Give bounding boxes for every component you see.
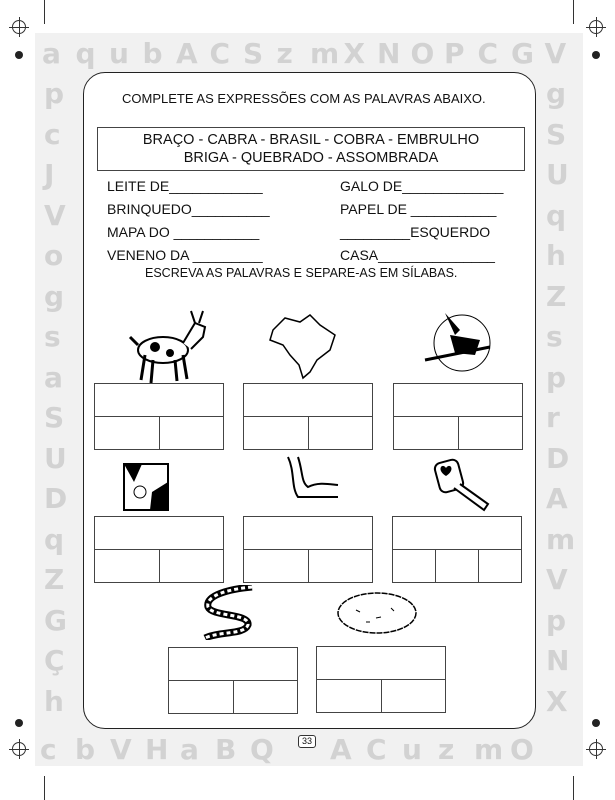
decorative-letter: G	[511, 37, 534, 70]
decorative-letter: C	[209, 37, 231, 70]
decorative-letter: A	[330, 733, 352, 766]
decorative-letter: G	[44, 603, 67, 637]
decorative-letter: g	[44, 279, 65, 313]
decorative-letter: H	[145, 733, 169, 766]
decorative-letter: X	[343, 37, 366, 70]
syllable-box-nest[interactable]	[316, 646, 446, 713]
expression-right: PAPEL DE ___________	[340, 201, 497, 217]
syllable-box-broken[interactable]	[94, 516, 224, 583]
crop-mark	[573, 0, 574, 24]
decorative-letter: m	[474, 733, 504, 766]
registration-mark-icon	[589, 742, 603, 756]
decorative-letter: c	[40, 733, 57, 766]
decorative-letter: m	[310, 37, 340, 70]
expression-right: _________ESQUERDO	[340, 224, 491, 240]
syllable-box-tag[interactable]	[392, 516, 522, 583]
snake-picture	[200, 585, 255, 640]
expression-left: VENENO DA _________	[107, 247, 263, 263]
decorative-letter: b	[75, 733, 96, 766]
decorative-letter: a	[44, 360, 63, 394]
decorative-letter: O	[510, 733, 534, 766]
decorative-letter: B	[215, 733, 237, 766]
decorative-letter: r	[546, 401, 560, 434]
decorative-letter: N	[377, 37, 401, 70]
decorative-letter: q	[75, 37, 96, 70]
expression-right: GALO DE_____________	[340, 178, 504, 194]
brazil-map-picture	[265, 310, 340, 380]
decorative-letter: A	[176, 37, 198, 70]
decorative-letter: u	[109, 37, 129, 70]
word-bank	[97, 127, 525, 171]
nest-picture	[336, 590, 418, 636]
witch-picture	[420, 305, 495, 375]
registration-mark-icon	[12, 20, 26, 34]
registration-mark-icon	[589, 20, 603, 34]
decorative-letter: h	[44, 684, 64, 718]
decorative-letter: A	[546, 482, 568, 515]
crop-mark	[44, 0, 45, 24]
syllable-box-arm[interactable]	[243, 516, 373, 583]
decorative-letter: V	[544, 37, 567, 70]
decorative-letter: U	[44, 441, 67, 475]
decorative-letter: q	[546, 198, 567, 232]
decorative-letter: m	[546, 522, 576, 556]
decorative-letter: p	[44, 77, 65, 110]
decorative-letter: q	[44, 522, 65, 556]
dot-mark-icon	[592, 719, 600, 727]
arm-picture	[283, 452, 343, 510]
dot-mark-icon	[15, 719, 23, 727]
decorative-letter: O	[410, 37, 435, 70]
decorative-letter: Z	[44, 563, 65, 596]
expression-left: LEITE DE____________	[107, 178, 263, 194]
decorative-letter: C	[366, 733, 387, 766]
word-bank-line: BRIGA - QUEBRADO - ASSOMBRADA	[183, 150, 439, 166]
expression-left: BRINQUEDO__________	[107, 201, 270, 217]
page-number: 33	[298, 735, 316, 748]
decorative-letter: V	[110, 733, 132, 766]
decorative-letter: s	[44, 320, 61, 353]
decorative-letter: Z	[546, 279, 567, 313]
expression-left: MAPA DO ___________	[107, 224, 260, 240]
decorative-letter: z	[438, 733, 455, 766]
instruction-complete: COMPLETE AS EXPRESSÕES COM AS PALAVRAS ABAIXO.	[122, 91, 486, 106]
word-bank-line: BRAÇO - CABRA - BRASIL - COBRA - EMBRULHO	[142, 132, 480, 148]
decorative-letter: o	[44, 239, 64, 272]
decorative-letter: V	[546, 563, 568, 596]
decorative-letter: U	[546, 158, 569, 191]
decorative-letter: c	[44, 117, 61, 151]
decorative-letter: N	[546, 644, 570, 677]
expression-right: CASA_______________	[340, 247, 495, 263]
decorative-letter: a	[180, 733, 199, 766]
dot-mark-icon	[15, 51, 23, 59]
decorative-letter: P	[444, 37, 465, 70]
decorative-letter: Q	[250, 733, 274, 766]
decorative-letter: u	[402, 733, 422, 766]
decorative-letter: V	[44, 198, 66, 232]
decorative-letter: J	[44, 158, 55, 191]
decorative-letter: a	[42, 37, 61, 70]
decorative-letter: C	[477, 37, 499, 70]
syllable-box-witch[interactable]	[393, 383, 523, 450]
decorative-letter: D	[546, 441, 570, 475]
goat-picture	[125, 305, 210, 385]
syllable-box-brazil[interactable]	[243, 383, 373, 450]
decorative-letter: p	[546, 360, 567, 394]
decorative-letter: S	[44, 401, 65, 434]
crop-mark	[44, 776, 45, 800]
decorative-letter: S	[243, 37, 264, 70]
crop-mark	[573, 776, 574, 800]
decorative-letter: h	[546, 239, 566, 272]
syllable-box-goat[interactable]	[94, 383, 224, 450]
decorative-letter: z	[276, 37, 293, 70]
decorative-letter: b	[142, 37, 163, 70]
decorative-letter: X	[546, 684, 568, 718]
syllable-box-snake[interactable]	[168, 647, 298, 714]
registration-mark-icon	[12, 742, 26, 756]
decorative-letter: D	[44, 482, 68, 515]
decorative-letter: Ç	[44, 644, 65, 677]
broken-object-picture	[122, 462, 170, 512]
tag-picture	[432, 458, 494, 516]
decorative-letter: p	[546, 603, 567, 637]
instruction-separate: ESCREVA AS PALAVRAS E SEPARE-AS EM SÍLABAS.	[145, 266, 458, 280]
decorative-letter: g	[546, 77, 567, 110]
dot-mark-icon	[592, 51, 600, 59]
decorative-letter: s	[546, 320, 563, 353]
decorative-letter: S	[546, 117, 567, 151]
